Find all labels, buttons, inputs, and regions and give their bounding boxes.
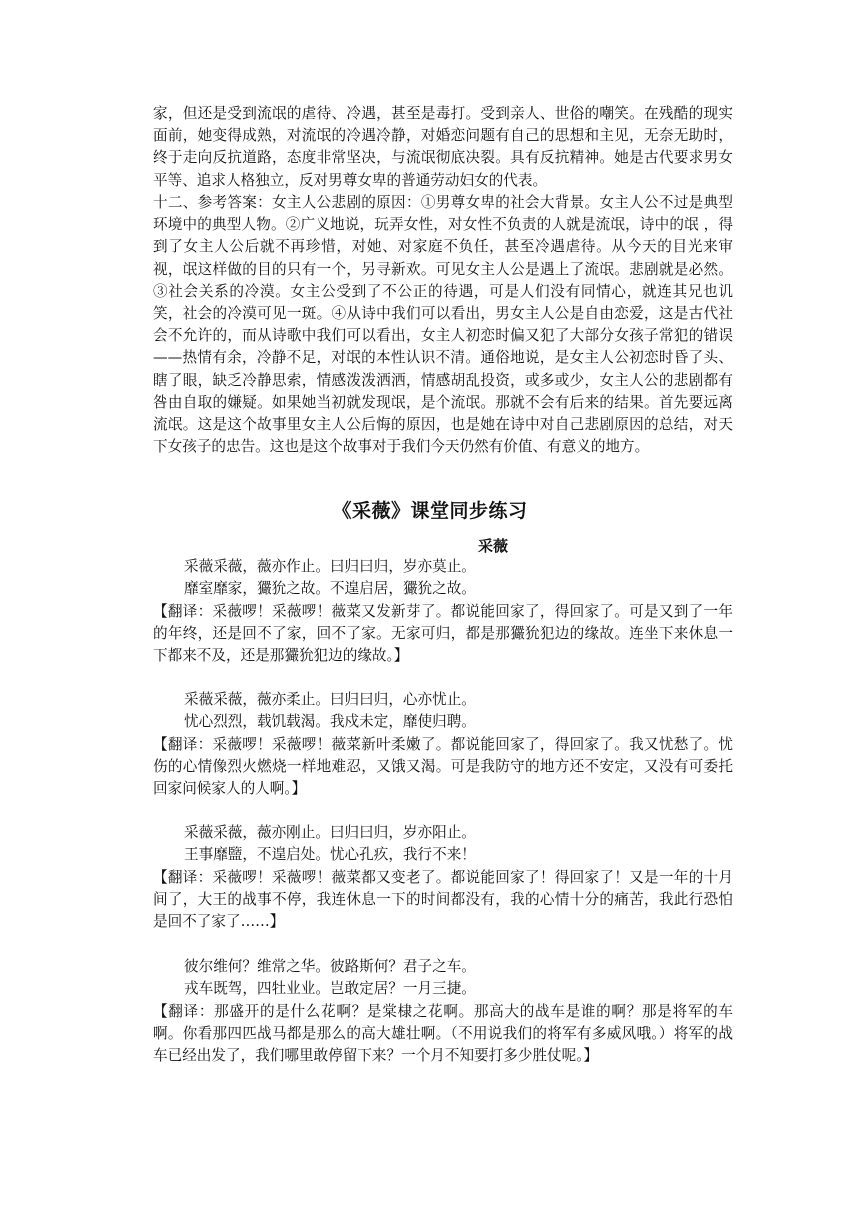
section-title: 《采薇》课堂同步练习	[332, 500, 528, 522]
stanza-2	[184, 689, 744, 733]
verse-line: 采薇采薇，薇亦刚止。曰归曰归，岁亦阳止。	[184, 824, 476, 841]
stanza-1	[184, 556, 744, 600]
verse-line: 采薇采薇，薇亦柔止。曰归曰归，心亦忧止。	[184, 691, 476, 708]
poem-title: 采薇	[478, 537, 509, 555]
verse-line: 靡室靡家，玁狁之故。不遑启居，玁狁之故。	[184, 580, 476, 597]
paragraph-heroine-analysis: 家，但还是受到流氓的虐待、冷遇，甚至是毒打。受到亲人、世俗的嘲笑。在残酷的现实面前，她变得成熟，对流氓的冷遇冷静，对婚恋问题有自己的思想和主见，无奈无助时，终于走向反抗道路，态度非常坚决，与流氓彻底决裂。具有反抗精神。她是古代要求男女平等、追求人格独立，反对男尊女卑的普通劳动妇女的代表。	[153, 105, 733, 189]
paragraph-answer-twelve: 十二、参考答案：女主人公悲剧的原因：①男尊女卑的社会大背景。女主人公不过是典型环境中的典型人物。②广义地说，玩弄女性，对女性不负责的人就是流氓，诗中的氓 ，得到了女主人公后就不再珍惜，对她、对家庭不负任，甚至冷遇虐待。从今天的目光来审视，氓这样做的目的只有一个，另寻新欢。可见女主人公是遇上了流氓。悲剧就是必然。③社会关系的冷漠。女主公受到了不公正的待遇，可是人们没有同情心，就连其兄也讥笑，社会的冷漠可见一斑。④从诗中我们可以看出，男女主人公是自由恋爱，这是古代社会不允许的，而从诗歌中我们可以看出，女主人初恋时偏又犯了大部分女孩子常犯的错误——热情有余，冷静不足，对氓的本性认识不清。通俗地说，是女主人公初恋时昏了头、瞎了眼，缺乏冷静思索，情感泼泼洒洒，情感胡乱投资，或多或少，女主人公的悲剧都有咎由自取的嫌疑。如果她当初就发现氓，是个流氓。那就不会有后来的结果。首先要远离流氓。这是这个故事里女主人公后悔的原因，也是她在诗中对自己悲剧原因的总结，对天下女孩子的忠告。这也是这个故事对于我们今天仍然有价值、有意义的地方。	[153, 194, 733, 456]
verse-line: 彼尔维何？维常之华。彼路斯何？君子之车。	[184, 958, 476, 975]
stanza-4	[184, 956, 744, 1000]
verse-line: 采薇采薇，薇亦作止。曰归曰归，岁亦莫止。	[184, 558, 476, 575]
translation-2: 【翻译：采薇啰！采薇啰！薇菜新叶柔嫩了。都说能回家了，得回家了。我又忧愁了。忧伤的心情像烈火燃烧一样地难忍，又饿又渴。可是我防守的地方还不安定，又没有可委托回家问候家人的人啊。】	[153, 736, 733, 797]
verse-line: 戎车既驾，四牡业业。岂敢定居？一月三捷。	[184, 980, 476, 997]
translation-1: 【翻译：采薇啰！采薇啰！薇菜又发新芽了。都说能回家了，得回家了。可是又到了一年的年终，还是回不了家，回不了家。无家可归，都是那玁狁犯边的缘故。连坐下来休息一下都来不及，还是那玁狁犯边的缘故。】	[153, 603, 733, 664]
stanza-3	[184, 822, 744, 866]
translation-4: 【翻译：那盛开的是什么花啊？是棠棣之花啊。那高大的战车是谁的啊？那是将军的车啊。你看那四匹战马都是那么的高大雄壮啊。（不用说我们的将军有多威风哦。）将军的战车已经出发了，我们哪里敢停留下来？一个月不知要打多少胜仗呢。】	[153, 1003, 733, 1064]
verse-line: 王事靡盬，不遑启处。忧心孔疚，我行不来！	[184, 846, 476, 863]
verse-line: 忧心烈烈，载饥载渴。我戍未定，靡使归聘。	[184, 713, 476, 730]
translation-3: 【翻译：采薇啰！采薇啰！薇菜都又变老了。都说能回家了！得回家了！又是一年的十月间了，大王的战事不停，我连休息一下的时间都没有，我的心情十分的痛苦，我此行恐怕是回不了家了……】	[153, 869, 733, 930]
